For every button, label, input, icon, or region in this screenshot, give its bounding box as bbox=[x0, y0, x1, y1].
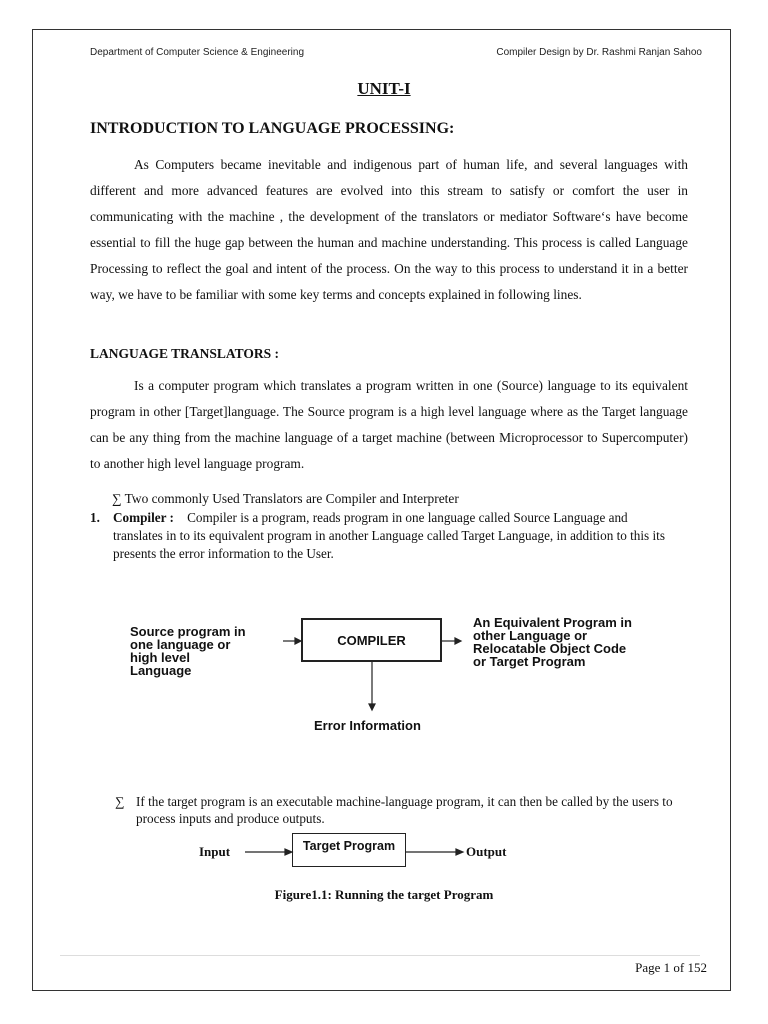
source-program-label: Source program in one language or high level Language bbox=[130, 624, 246, 678]
compiler-list-item bbox=[90, 509, 670, 563]
executable-bullet-text: If the target program is an executable machine-language program, it can then be called by the users to process inputs and produce outputs. bbox=[136, 794, 673, 826]
translators-paragraph bbox=[90, 373, 688, 477]
footer-divider bbox=[60, 955, 700, 956]
header-department: Department of Computer Science & Engineering bbox=[90, 47, 305, 58]
compiler-box: COMPILER bbox=[301, 618, 442, 662]
intro-paragraph bbox=[90, 152, 688, 308]
list-number: 1. bbox=[90, 510, 100, 525]
figure-caption: Figure1.1: Running the target Program bbox=[274, 887, 494, 902]
input-label: Input bbox=[199, 844, 231, 859]
executable-bullet bbox=[115, 793, 676, 827]
compiler-diagram bbox=[0, 600, 768, 750]
arrowhead-source bbox=[295, 638, 301, 644]
arrowhead-error bbox=[369, 704, 375, 710]
compiler-definition: Compiler is a program, reads program in one language called Source Language and translates in to its equivalent program in another Language called Target Language, in addition to this its presents the error information to the User. bbox=[113, 510, 665, 561]
compiler-diagram-arrows bbox=[0, 600, 768, 750]
header-author: Compiler Design by Dr. Rashmi Ranjan Sahoo bbox=[496, 47, 702, 58]
target-program-box: Target Program bbox=[292, 833, 406, 867]
sigma-bullet-icon: ∑ bbox=[115, 794, 125, 809]
arrowhead-target bbox=[455, 638, 461, 644]
section-heading-translators: LANGUAGE TRANSLATORS : bbox=[90, 346, 280, 361]
arrowhead-output bbox=[456, 849, 463, 855]
target-program-diagram bbox=[0, 832, 768, 872]
error-information-label: Error Information bbox=[314, 718, 421, 733]
target-program-label: An Equivalent Program in other Language or Relocatable Object Code or Target Program bbox=[473, 615, 632, 669]
page-number: Page 1 of 152 bbox=[635, 960, 707, 975]
compiler-label: Compiler : bbox=[113, 510, 174, 525]
unit-title: UNIT-I bbox=[357, 79, 411, 98]
translators-paragraph-text: Is a computer program which translates a program written in one (Source) language to its equivalent program in other [Target]language. The Source program is a high level language where as the Target language can be any thing from the machine language of a target machine (between Microprocessor to Supercomputer) to another high level language program. bbox=[90, 378, 688, 471]
translators-bullet: ∑ Two commonly Used Translators are Compiler and Interpreter bbox=[112, 491, 459, 506]
section-heading-intro: INTRODUCTION TO LANGUAGE PROCESSING: bbox=[90, 120, 455, 137]
intro-paragraph-text: As Computers became inevitable and indigenous part of human life, and several languages with different and more advanced features are evolved into this stream to satisfy or comfort the user in communicating with the machine , the development of the translators or mediator Software‘s have become essential to fill the huge gap between the human and machine understanding. This process is called Language Processing to reflect the goal and intent of the process. On the way to this process to understand it in a better way, we have to be familiar with some key terms and concepts explained in following lines. bbox=[90, 157, 688, 302]
output-label: Output bbox=[466, 844, 507, 859]
target-diagram-arrows bbox=[0, 832, 768, 872]
arrowhead-program bbox=[285, 849, 292, 855]
